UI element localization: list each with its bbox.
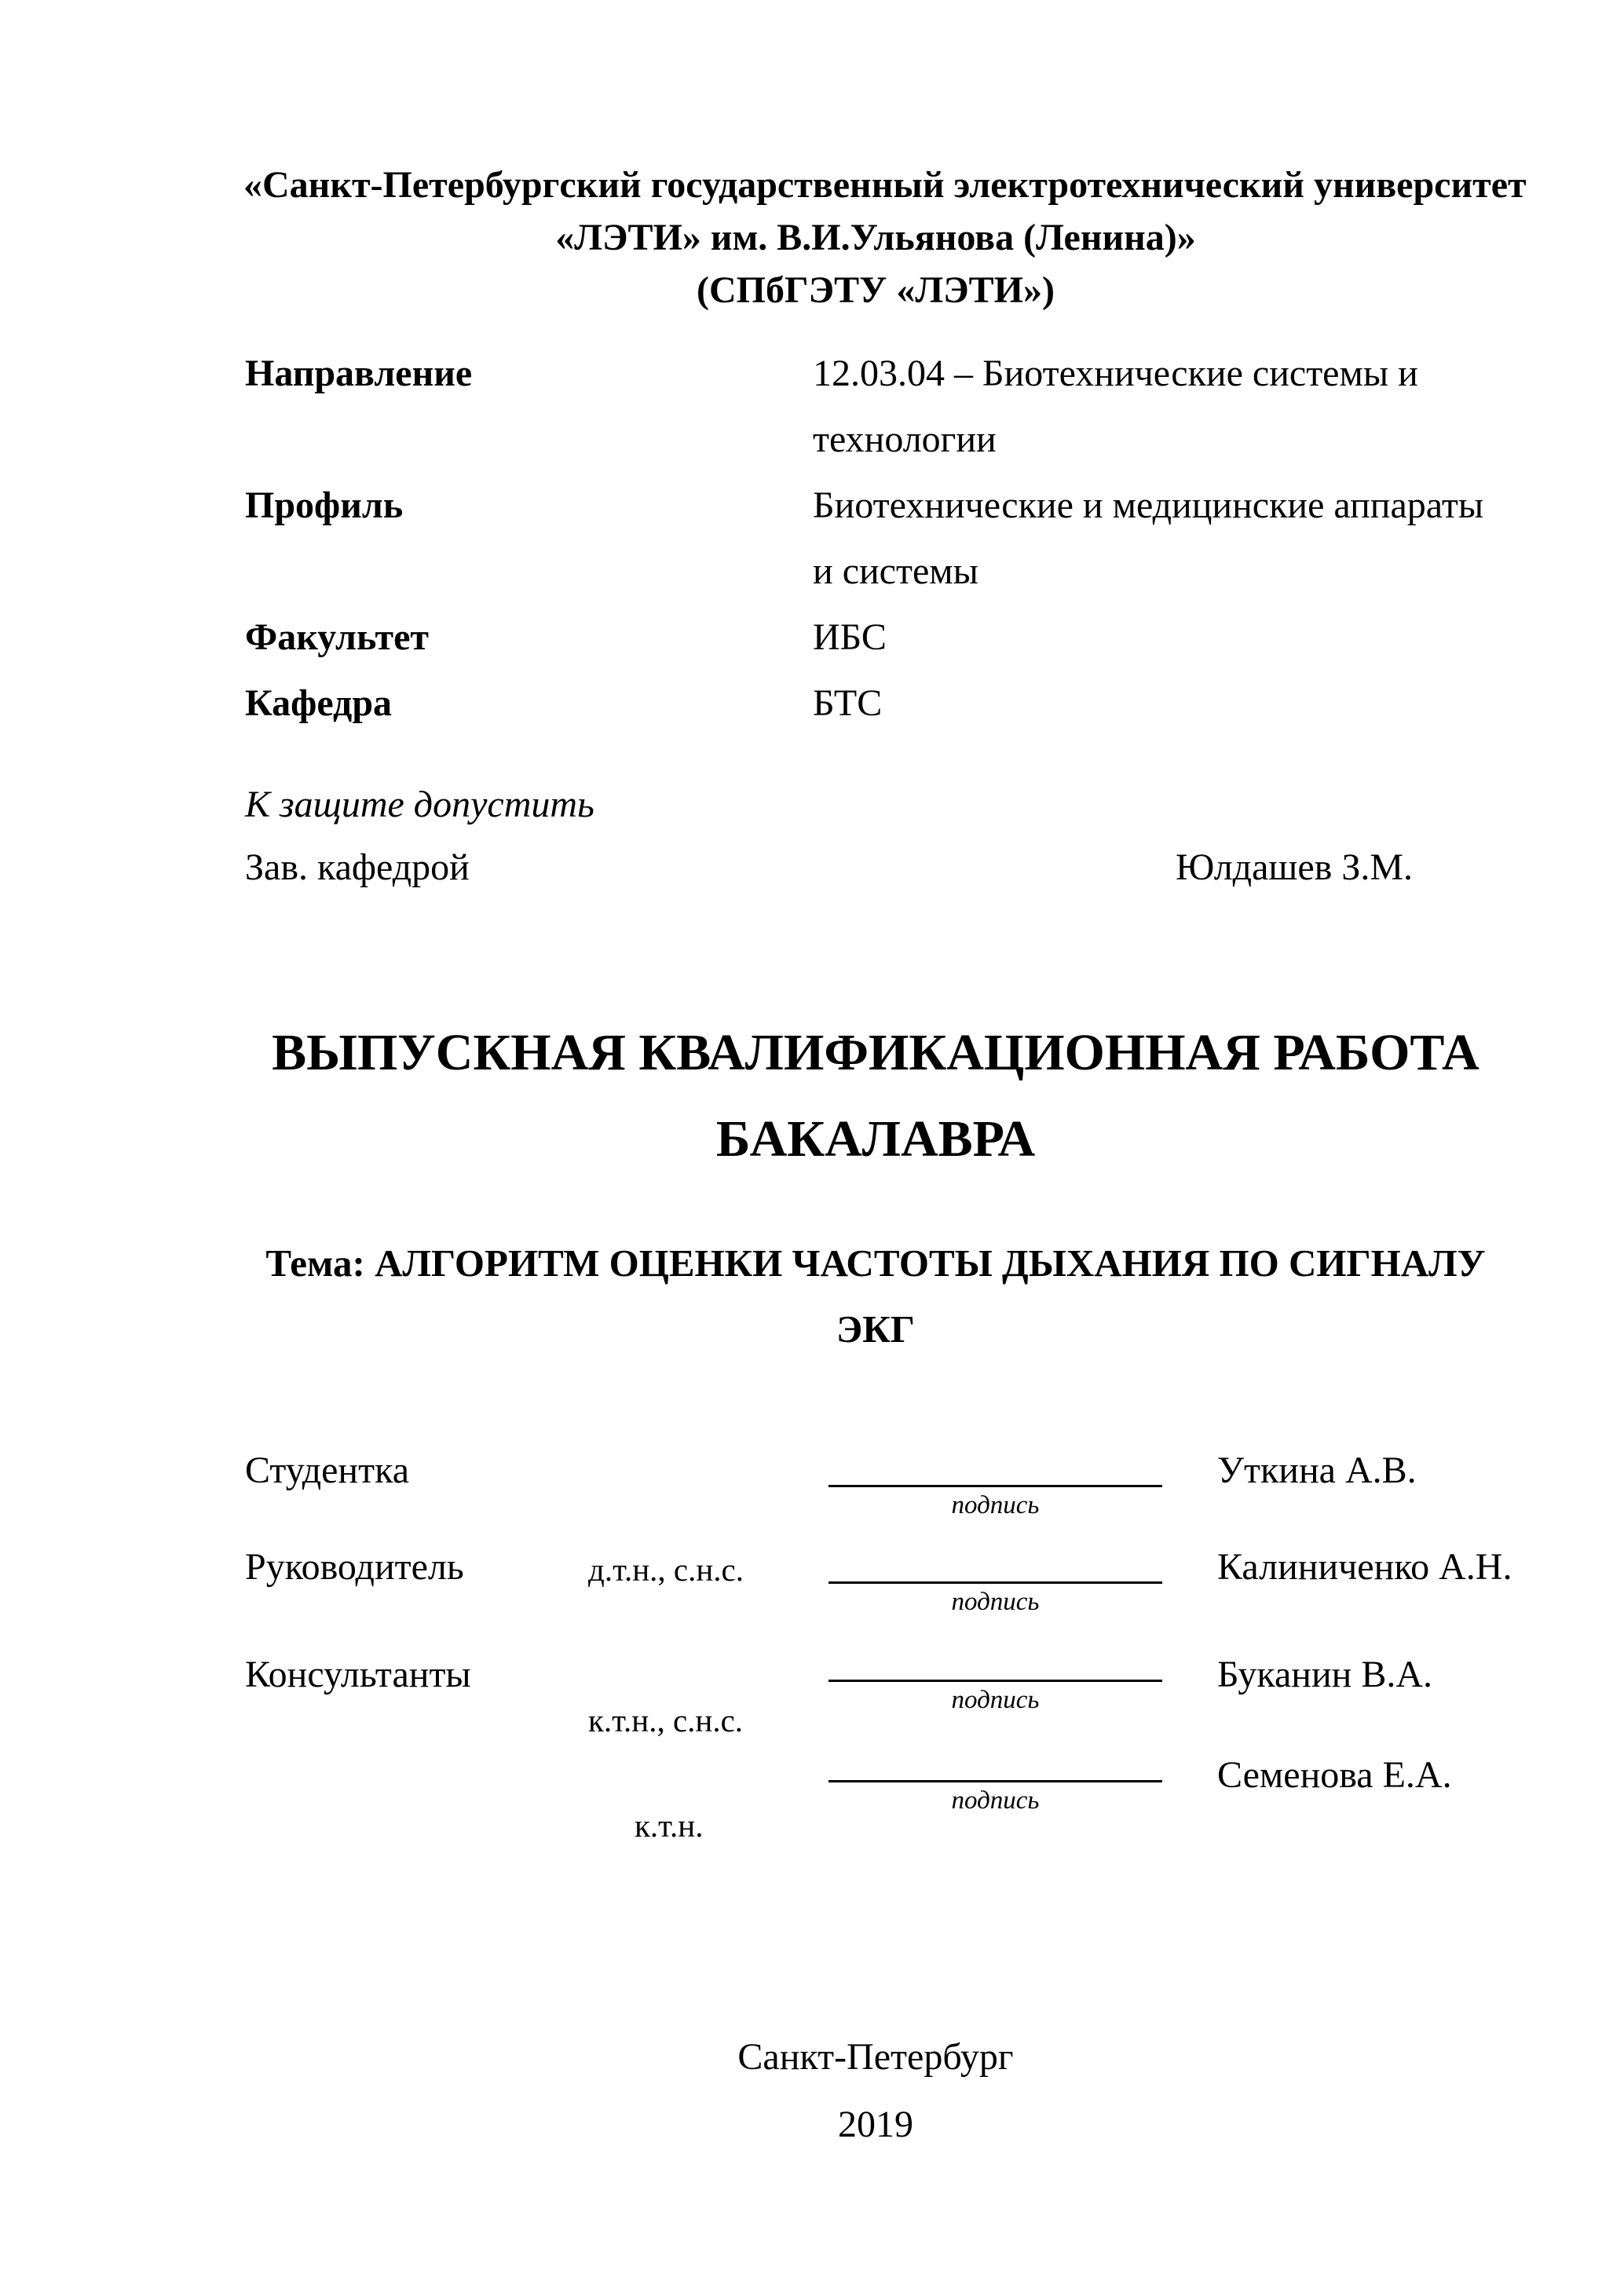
university-header-line-1: «Санкт-Петербургский государственный электротехнический университет [243, 164, 1527, 206]
signature-name-consultant-1: Буканин В.А. [1217, 1654, 1433, 1695]
signature-name-consultant-2: Семенова Е.А. [1217, 1754, 1452, 1796]
info-value-profile-line-2: и системы [813, 550, 978, 592]
signature-role-supervisor: Руководитель [245, 1546, 464, 1588]
signature-line-student [828, 1485, 1162, 1487]
signature-degree-supervisor: д.т.н., с.н.с. [588, 1552, 744, 1588]
info-value-profile-line-1: Биотехнические и медицинские аппараты [813, 484, 1484, 526]
signature-line-consultant-2 [828, 1780, 1162, 1782]
info-label-direction: Направление [245, 353, 473, 394]
signature-role-consultants: Консультанты [245, 1654, 471, 1695]
theme-line-1: Тема: АЛГОРИТМ ОЦЕНКИ ЧАСТОТЫ ДЫХАНИЯ ПО СИГНАЛУ [265, 1241, 1486, 1285]
signature-role-student: Студентка [245, 1450, 409, 1491]
head-of-department-name: Юлдашев З.М. [1176, 846, 1414, 888]
theme-line-2: ЭКГ [836, 1307, 915, 1351]
signature-line-supervisor [828, 1581, 1162, 1584]
info-value-faculty: ИБС [813, 616, 887, 658]
info-value-direction-line-1: 12.03.04 – Биотехнические системы и [813, 353, 1418, 394]
university-header-line-3: (СПбГЭТУ «ЛЭТИ») [697, 269, 1055, 311]
info-label-faculty: Факультет [245, 616, 429, 658]
info-value-direction-line-2: технологии [813, 419, 997, 460]
head-of-department-label: Зав. кафедрой [245, 846, 470, 888]
signature-degree-consultant-1: к.т.н., с.н.с. [588, 1702, 744, 1738]
footer-city: Санкт-Петербург [737, 2036, 1014, 2078]
work-title-line-2: БАКАЛАВРА [715, 1110, 1036, 1168]
signature-caption-consultant-2: подпись [951, 1786, 1040, 1815]
work-title-line-1: ВЫПУСКНАЯ КВАЛИФИКАЦИОННАЯ РАБОТА [272, 1024, 1480, 1081]
footer-year: 2019 [838, 2104, 913, 2145]
signature-caption-student: подпись [951, 1491, 1040, 1519]
signature-line-consultant-1 [828, 1680, 1162, 1682]
info-label-department: Кафедра [245, 682, 393, 724]
signature-name-supervisor: Калиниченко А.Н. [1217, 1546, 1512, 1588]
signature-caption-consultant-1: подпись [951, 1686, 1040, 1714]
info-label-profile: Профиль [245, 484, 404, 526]
signature-name-student: Уткина А.В. [1217, 1450, 1417, 1491]
university-header-line-2: «ЛЭТИ» им. В.И.Ульянова (Ленина)» [555, 217, 1196, 258]
signature-degree-consultant-2: к.т.н. [635, 1808, 704, 1844]
admission-note: К защите допустить [245, 784, 594, 825]
info-value-department: БТС [813, 682, 883, 724]
signature-caption-supervisor: подпись [951, 1588, 1040, 1616]
